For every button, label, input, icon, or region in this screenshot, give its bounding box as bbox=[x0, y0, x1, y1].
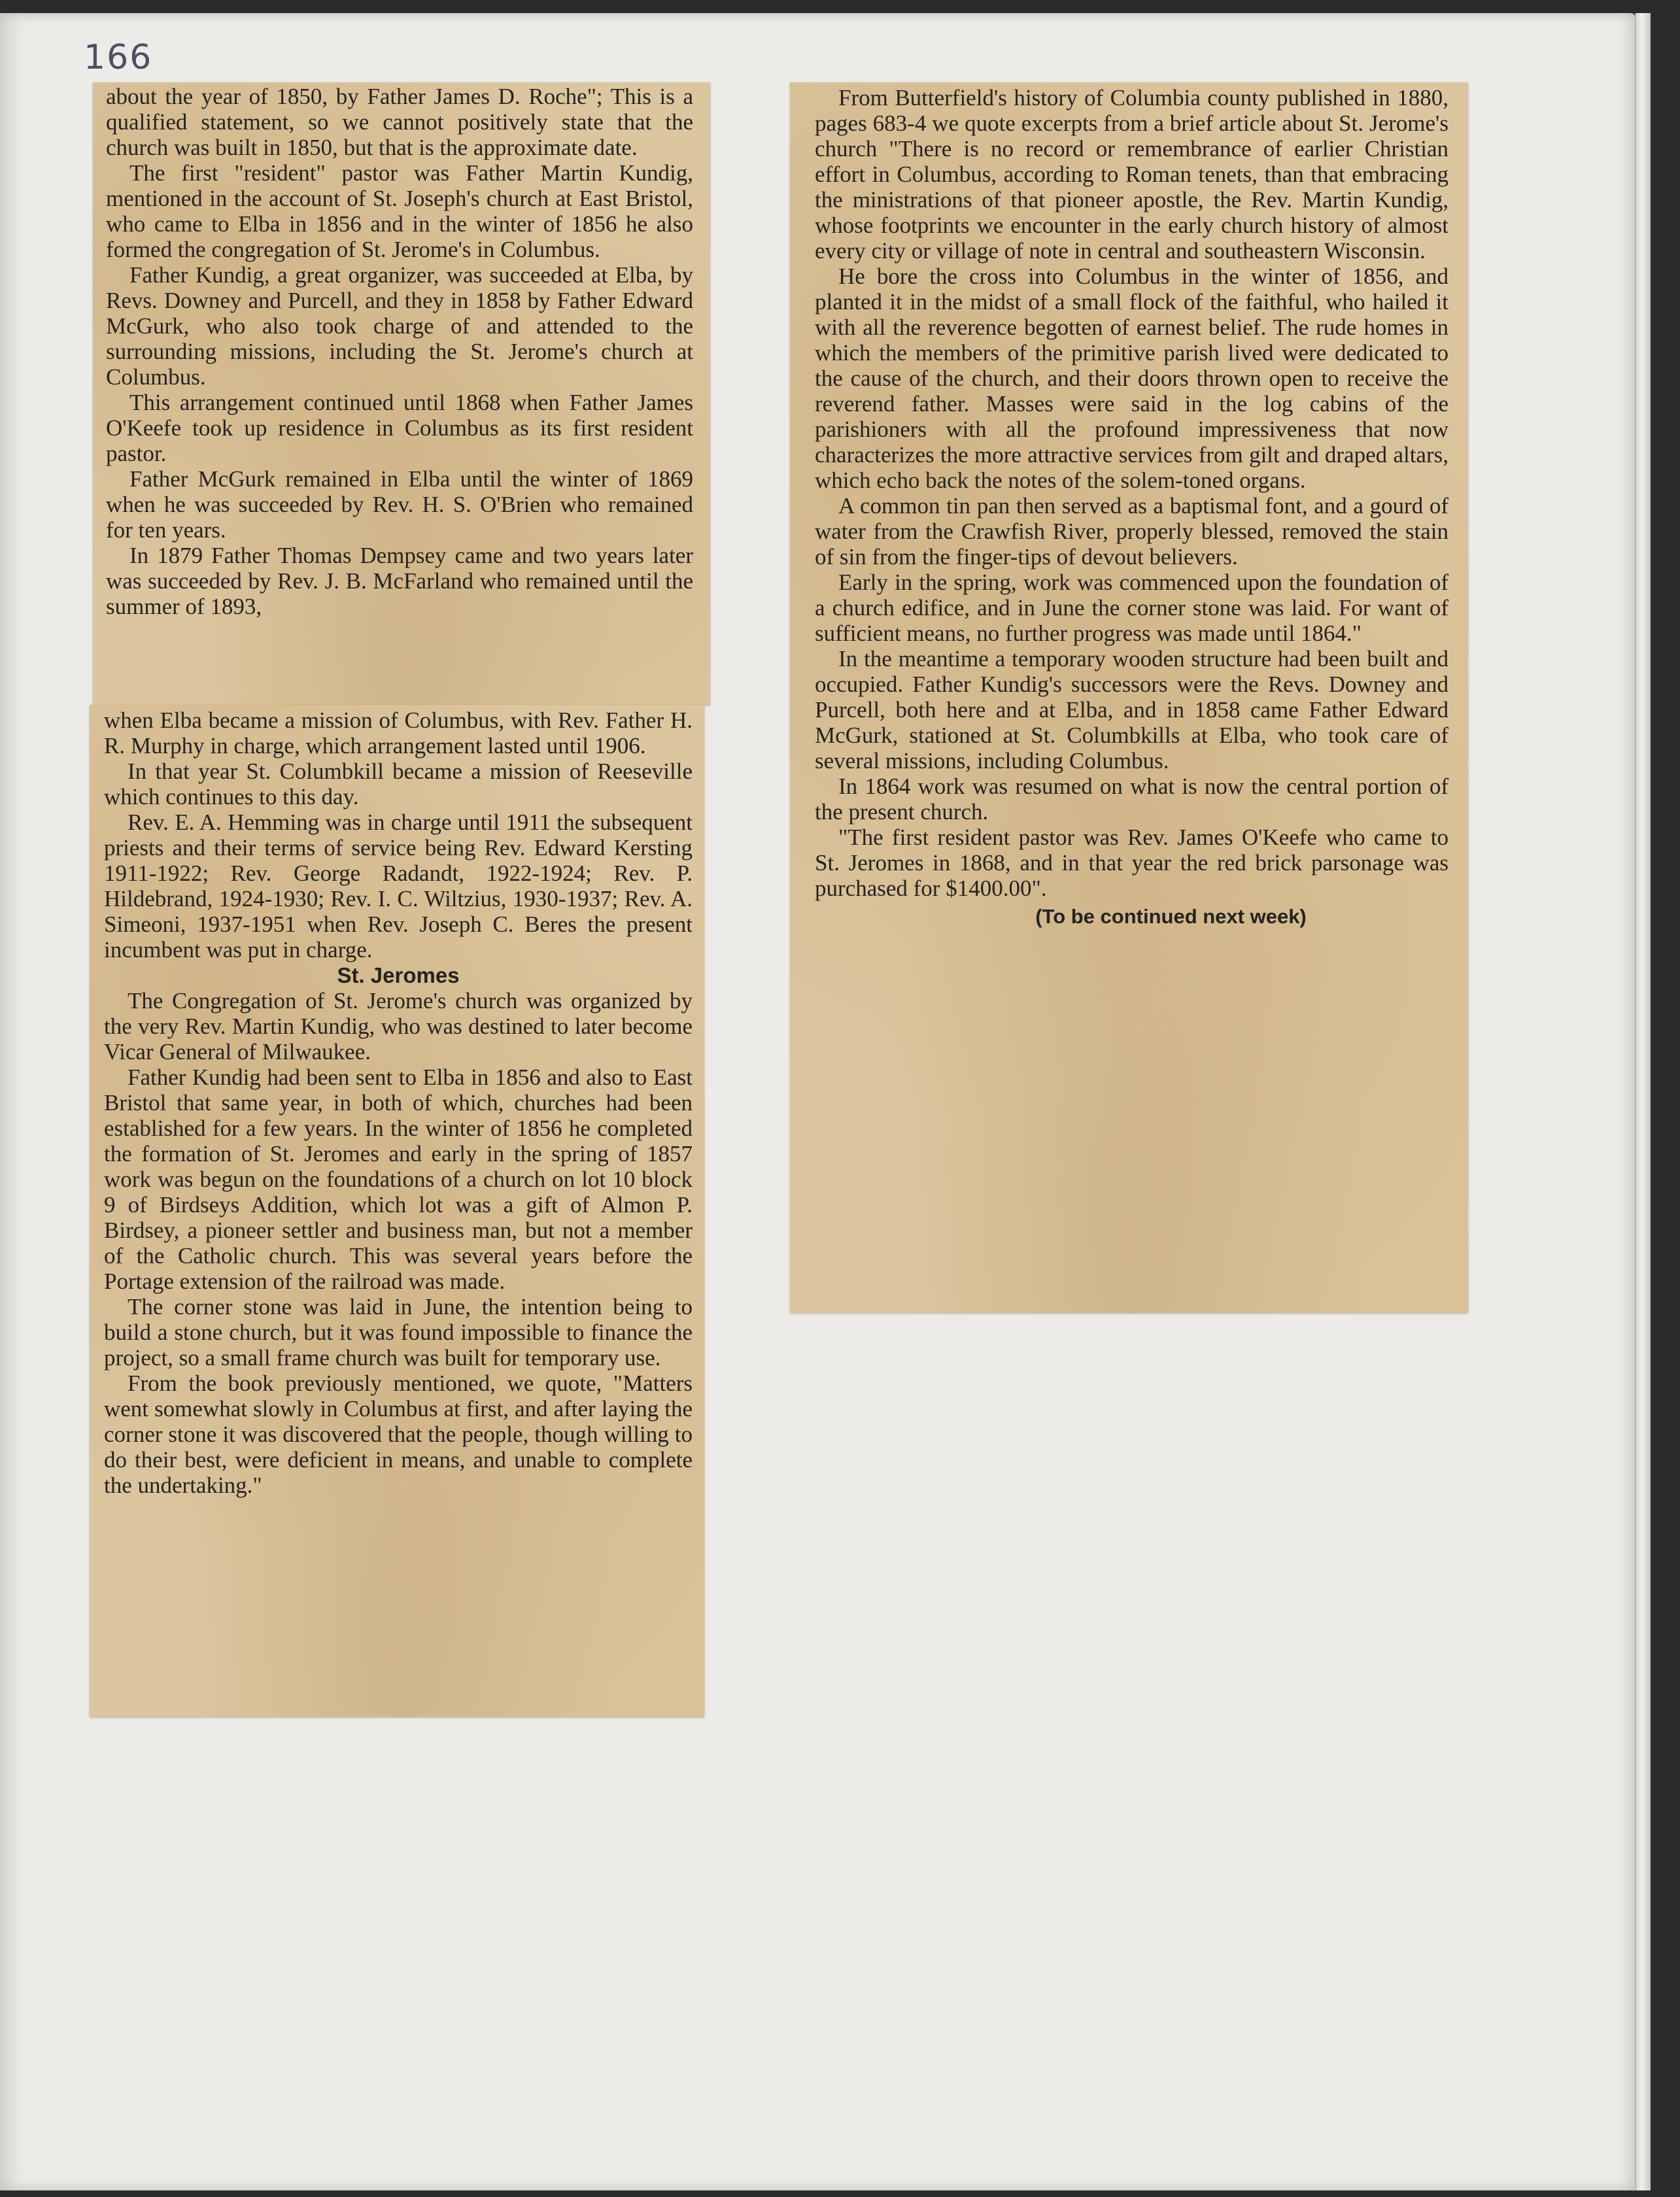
article-paragraph: The first "resident" pastor was Father Martin Kundig, mentioned in the account of St. Joseph's church at East Bristol, who came to Elba in 1856 and in the winter of 1856 he also formed the congregation of St. Jerome's in Columbus. bbox=[106, 160, 693, 262]
article-paragraph: In 1879 Father Thomas Dempsey came and two years later was succeeded by Rev. J. B. McFarland who remained until the summer of 1893, bbox=[106, 543, 693, 619]
article-paragraph: Early in the spring, work was commenced upon the foundation of a church edifice, and in June the corner stone was laid. For want of sufficient means, no further progress was made until 1864." bbox=[815, 570, 1449, 646]
article-paragraph: In that year St. Columbkill became a mission of Reeseville which continues to this day. bbox=[104, 758, 693, 809]
article-paragraph: From the book previously mentioned, we quote, "Matters went somewhat slowly in Columbus at first, and after laying the corner stone it was discovered that the people, though willing to do their best, were deficient in means, and unable to complete the undertaking." bbox=[104, 1371, 693, 1498]
article-paragraph: In the meantime a temporary wooden structure had been built and occupied. Father Kundig's successors were the Revs. Downey and Purcell, both here and at Elba, and in 1858 came Father Edward McGurk, stationed at St. Columbkills at Elba, who took care of several missions, including Columbus. bbox=[815, 646, 1449, 774]
article-paragraph: The Congregation of St. Jerome's church was organized by the very Rev. Martin Kundig, who was destined to later become Vicar General of Milwaukee. bbox=[104, 988, 693, 1064]
article-paragraph: Father McGurk remained in Elba until the winter of 1869 when he was succeeded by Rev. H. S. O'Brien who remained for ten years. bbox=[106, 466, 693, 543]
clipping-right bbox=[790, 82, 1468, 1313]
article-paragraph: This arrangement continued until 1868 when Father James O'Keefe took up residence in Columbus as its first resident pastor. bbox=[106, 390, 693, 466]
article-paragraph: "The first resident pastor was Rev. James O'Keefe who came to St. Jeromes in 1868, and in that year the red brick parsonage was purchased for $1400.00". bbox=[815, 825, 1449, 901]
article-paragraph: He bore the cross into Columbus in the winter of 1856, and planted it in the midst of a small flock of the faithful, who hailed it with all the reverence begotten of earnest belief. The rude homes in which the members of the primitive parish lived were dedicated to the cause of the church, and their doors thrown open to receive the reverend father. Masses were said in the log cabins of the parishioners with all the profound impressiveness that now characterizes the more attractive services from gilt and draped altars, which echo back the notes of the solem-toned organs. bbox=[815, 264, 1449, 493]
article-paragraph: Rev. E. A. Hemming was in charge until 1911 the subsequent priests and their terms of service being Rev. Edward Kersting 1911-1922; Rev. George Radandt, 1922-1924; Rev. P. Hildebrand, 1924-1930; Rev. I. C. Wiltzius, 1930-1937; Rev. A. Simeoni, 1937-1951 when Rev. Joseph C. Beres the present incumbent was put in charge. bbox=[104, 809, 693, 962]
article-paragraph: Father Kundig had been sent to Elba in 1856 and also to East Bristol that same year, in both of which, churches had been established for a few years. In the winter of 1856 he completed the formation of St. Jeromes and early in the spring of 1857 work was begun on the foundations of a church on lot 10 block 9 of Birdseys Addition, which lot was a gift of Almon P. Birdsey, a pioneer settler and business man, but not a member of the Catholic church. This was several years before the Portage extension of the railroad was made. bbox=[104, 1064, 693, 1294]
continued-notice: (To be continued next week) bbox=[1035, 905, 1307, 928]
article-paragraph: The corner stone was laid in June, the intention being to build a stone church, but it was found impossible to finance the project, so a small frame church was built for temporary use. bbox=[104, 1294, 693, 1371]
article-paragraph: In 1864 work was resumed on what is now the central portion of the present church. bbox=[815, 774, 1449, 825]
article-paragraph: when Elba became a mission of Columbus, with Rev. Father H. R. Murphy in charge, which arrangement lasted until 1906. bbox=[104, 707, 693, 758]
article-paragraph: From Butterfield's history of Columbia county published in 1880, pages 683-4 we quote excerpts from a brief article about St. Jerome's church "There is no record or remembrance of earlier Christian effort in Columbus, according to Roman tenets, than that embracing the ministrations of that pioneer apostle, the Rev. Martin Kundig, whose footprints we encounter in the early church history of almost every city or village of note in central and southeastern Wisconsin. bbox=[815, 85, 1449, 264]
article-paragraph: about the year of 1850, by Father James D. Roche"; This is a qualified statement, so we cannot positively state that the church was built in 1850, but that is the approximate date. bbox=[106, 84, 693, 160]
clipping-left-upper bbox=[93, 82, 710, 705]
article-paragraph: A common tin pan then served as a baptismal font, and a gourd of water from the Crawfish River, properly blessed, removed the stain of sin from the finger-tips of devout believers. bbox=[815, 493, 1449, 570]
section-heading: St. Jeromes bbox=[337, 963, 460, 987]
article-paragraph: Father Kundig, a great organizer, was succeeded at Elba, by Revs. Downey and Purcell, and they in 1858 by Father Edward McGurk, who also took charge of and attended to the surrounding missions, including the St. Jerome's church at Columbus. bbox=[106, 262, 693, 390]
clipping-left-lower bbox=[90, 705, 704, 1717]
page-edge bbox=[1635, 13, 1651, 2190]
page-number: 166 bbox=[84, 38, 153, 77]
